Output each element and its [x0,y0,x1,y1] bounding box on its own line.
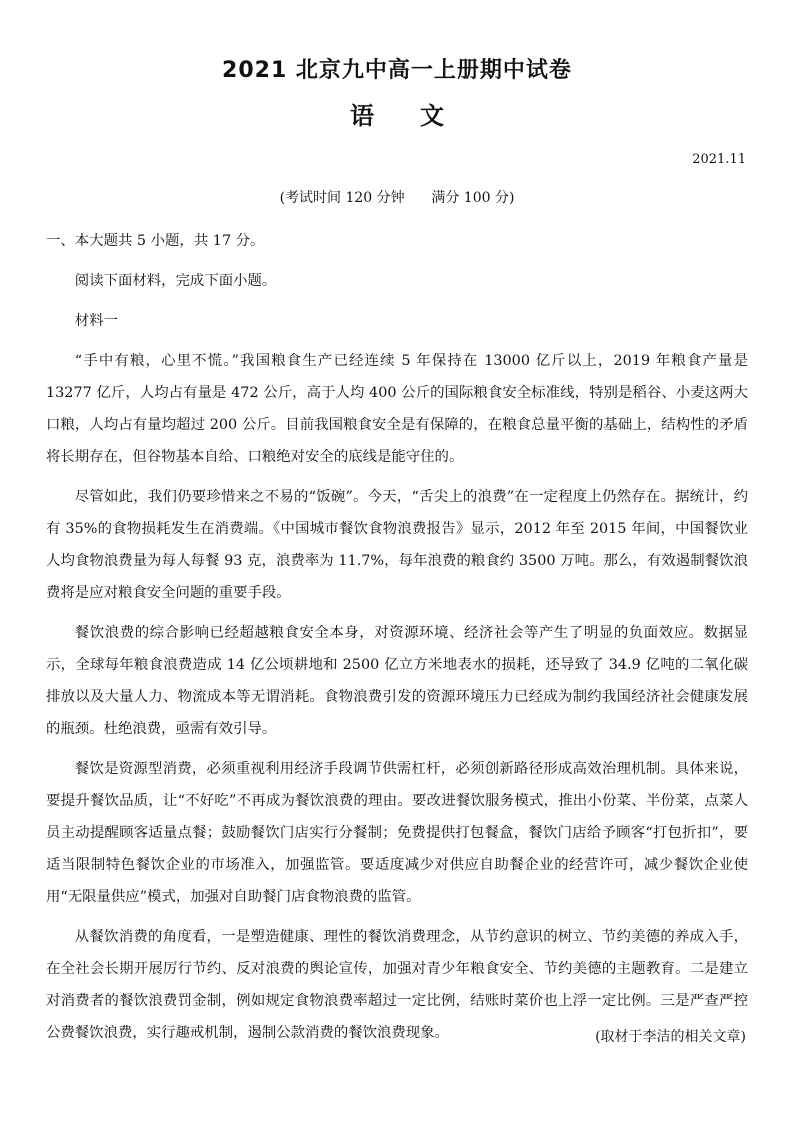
section-heading: 一、本大题共 5 小题，共 17 分。 [46,233,265,249]
section-content [46,225,748,1049]
material-paragraph: “手中有粮，心里不慌。”我国粮食生产已经连续 5 年保持在 13000 亿斤以上，2019 年粮食产量是 13277 亿斤，人均占有量是 472 公斤，高于人均 400 公斤的国际粮食安全标准线，特别是稻谷、小麦这两大口粮，人均占有量均超过 200 公斤。目前我国粮食安全是有保障的，在粮食总量平衡的基础上，结构性的矛盾将长期存在，但谷物基本自给、口粮绝对安全的底线是能守住的。 [46,353,748,465]
material-paragraph: 餐饮是资源型消费，必须重视利用经济手段调节供需杠杆，必须创新路径形成高效治理机制。具体来说，要提升餐饮品质，让“不好吃”不再成为餐饮浪费的理由。要改进餐饮服务模式，推出小份菜、半份菜，点菜人员主动提醒顾客适量点餐；鼓励餐饮门店实行分餐制；免费提供打包餐盒，餐饮门店给予顾客“打包折扣”，要适当限制特色餐饮企业的市场准入，加强监管。要适度减少对供应自助餐企业的经营许可，减少餐饮企业使用“无限量供应”模式，加强对自助餐门店食物浪费的监管。 [46,761,748,905]
subject-title: 语文 [350,102,490,130]
exam-title: 2021 北京九中高一上册期中试卷 [222,58,572,83]
material-label: 材料一 [74,313,118,329]
exam-info: (考试时间 120 分钟 满分 100 分) [279,190,515,206]
reading-instruction: 阅读下面材料，完成下面小题。 [74,273,277,289]
source-citation: (取材于李洁的相关文章) [595,1029,746,1045]
material-paragraph: 尽管如此，我们仍要珍惜来之不易的“饭碗”。今天，“舌尖上的浪费”在一定程度上仍然存在。据统计，约有 35%的食物损耗发生在消费端。《中国城市餐饮食物浪费报告》显示，2012 年至 2015 年间，中国餐饮业人均食物浪费量为每人每餐 93 克，浪费率为 11.7%，每年浪费的粮食约 3500 万吨。那么，有效遏制餐饮浪费将是应对粮食安全问题的重要手段。 [46,489,748,601]
material-paragraph: 餐饮浪费的综合影响已经超越粮食安全本身，对资源环境、经济社会等产生了明显的负面效应。数据显示，全球每年粮食浪费造成 14 亿公顷耕地和 2500 亿立方米地表水的损耗，还导致了 34.9 亿吨的二氧化碳排放以及大量人力、物流成本等无谓消耗。食物浪费引发的资源环境压力已经成为制约我国经济社会健康发展的瓶颈。杜绝浪费，亟需有效引导。 [46,625,748,737]
material-paragraph: 从餐饮消费的角度看，一是塑造健康、理性的餐饮消费理念，从节约意识的树立、节约美德的养成入手，在全社会长期开展厉行节约、反对浪费的舆论宣传，加强对青少年粮食安全、节约美德的主题教育。二是建立对消费者的餐饮浪费罚金制，例如规定食物浪费率超过一定比例，结账时菜价也上浮一定比例。三是严查严控公费餐饮浪费，实行趣戒机制，遏制公款消费的餐饮浪费现象。 [46,929,748,1041]
exam-date: 2021.11 [692,152,746,167]
